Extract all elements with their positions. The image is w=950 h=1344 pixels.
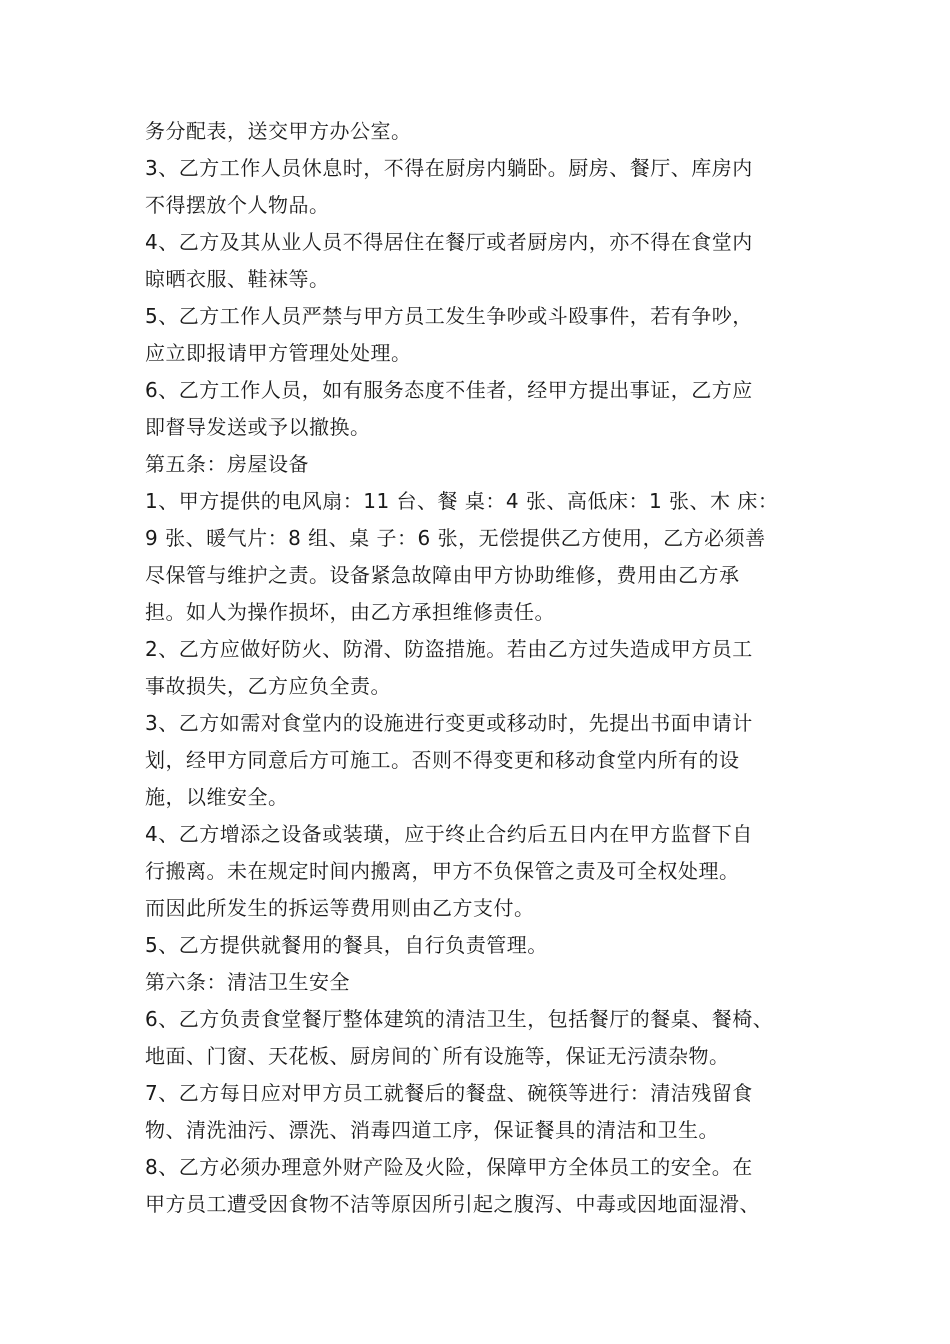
text-line: 地面、门窗、天花板、厨房间的`所有设施等，保证无污渍杂物。 (145, 1044, 730, 1068)
text-line: 7、乙方每日应对甲方员工就餐后的餐盘、碗筷等进行：清洁残留食 (145, 1081, 753, 1105)
text-line: 4、乙方增添之设备或装璜，应于终止合约后五日内在甲方监督下自 (145, 822, 753, 846)
text-line: 3、乙方工作人员休息时，不得在厨房内躺卧。厨房、餐厅、库房内 (145, 156, 753, 180)
text-line: 6、乙方负责食堂餐厅整体建筑的清洁卫生，包括餐厅的餐桌、餐椅、 (145, 1007, 774, 1031)
text-line: 即督导发送或予以撤换。 (145, 415, 371, 439)
text-line: 事故损失，乙方应负全责。 (145, 674, 391, 698)
section-heading: 第五条：房屋设备 (145, 452, 309, 476)
text-line: 施，以维安全。 (145, 785, 289, 809)
document-body (145, 113, 815, 1223)
text-line: 晾晒衣服、鞋袜等。 (145, 267, 330, 291)
text-line: 尽保管与维护之责。设备紧急故障由甲方协助维修，费用由乙方承 (145, 563, 740, 587)
section-heading: 第六条：清洁卫生安全 (145, 970, 350, 994)
text-line: 不得摆放个人物品。 (145, 193, 330, 217)
text-line: 4、乙方及其从业人员不得居住在餐厅或者厨房内，亦不得在食堂内 (145, 230, 753, 254)
text-line: 9 张、暖气片：8 组、桌 子：6 张，无偿提供乙方使用，乙方必须善 (145, 526, 766, 550)
text-line: 5、乙方提供就餐用的餐具，自行负责管理。 (145, 933, 548, 957)
text-line: 而因此所发生的拆运等费用则由乙方支付。 (145, 896, 535, 920)
text-line: 划，经甲方同意后方可施工。否则不得变更和移动食堂内所有的设 (145, 748, 740, 772)
text-line: 3、乙方如需对食堂内的设施进行变更或移动时，先提出书面申请计 (145, 711, 753, 735)
text-line: 1、甲方提供的电风扇：11 台、餐 桌：4 张、高低床：1 张、木 床： (145, 489, 779, 513)
text-line: 担。如人为操作损坏，由乙方承担维修责任。 (145, 600, 555, 624)
text-line: 8、乙方必须办理意外财产险及火险，保障甲方全体员工的安全。在 (145, 1155, 753, 1179)
text-line: 甲方员工遭受因食物不洁等原因所引起之腹泻、中毒或因地面湿滑、 (145, 1192, 760, 1216)
text-line: 务分配表，送交甲方办公室。 (145, 119, 412, 143)
text-line: 6、乙方工作人员，如有服务态度不佳者，经甲方提出事证，乙方应 (145, 378, 753, 402)
text-line: 应立即报请甲方管理处处理。 (145, 341, 412, 365)
text-line: 物、清洗油污、漂洗、消毒四道工序，保证餐具的清洁和卫生。 (145, 1118, 719, 1142)
text-line: 行搬离。未在规定时间内搬离，甲方不负保管之责及可全权处理。 (145, 859, 740, 883)
text-line: 2、乙方应做好防火、防滑、防盗措施。若由乙方过失造成甲方员工 (145, 637, 753, 661)
text-line: 5、乙方工作人员严禁与甲方员工发生争吵或斗殴事件，若有争吵， (145, 304, 753, 328)
